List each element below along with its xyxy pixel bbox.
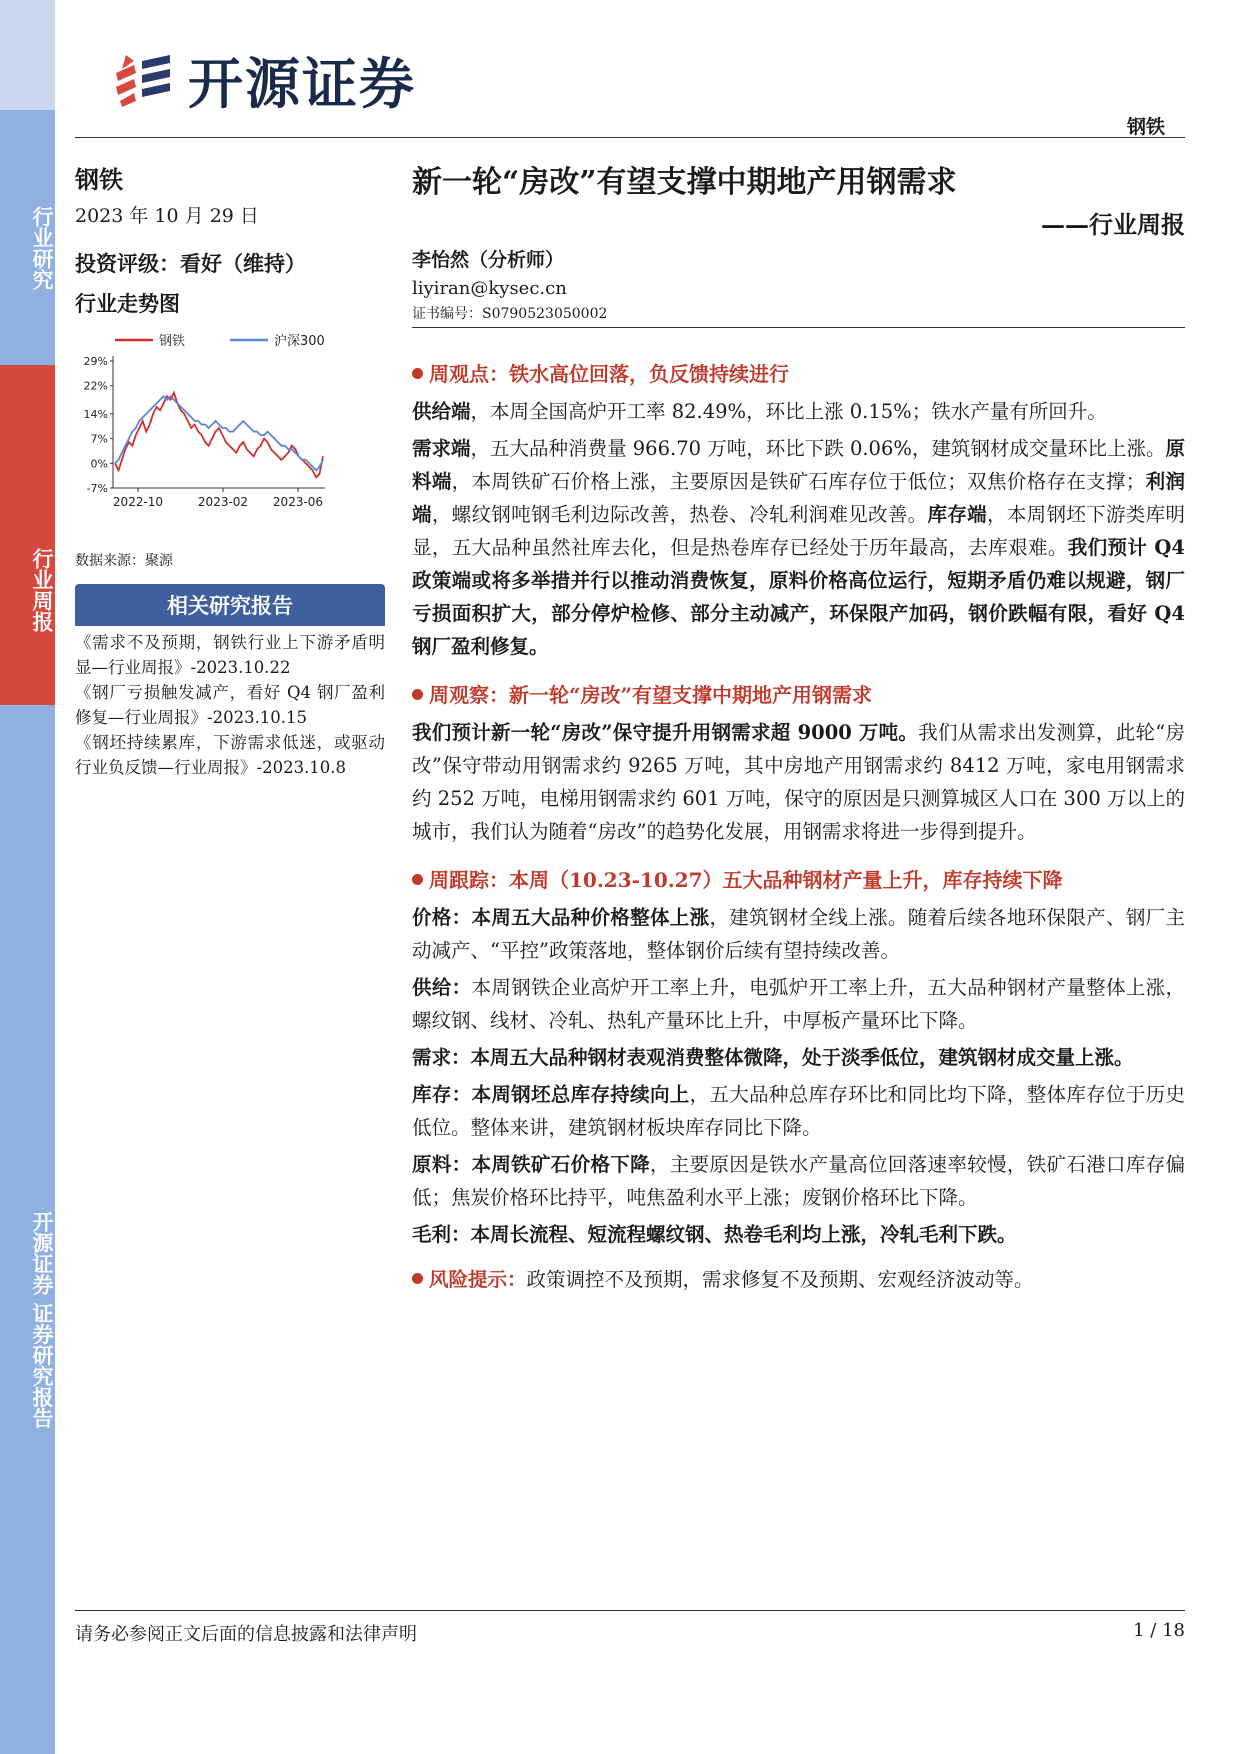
sidebar-label-brand: 开源证券 证券研究报告	[0, 705, 55, 1754]
analyst-cert: 证书编号：S0790523050002	[412, 306, 608, 322]
legend-label: 沪深300	[274, 334, 325, 349]
series-line-钢铁	[115, 393, 323, 478]
sidebar-label-weekly: 行业周报	[0, 365, 55, 705]
bullet-icon	[412, 368, 423, 379]
paragraph-supply: 供给端，本周全国高炉开工率 82.49%，环比上涨 0.15%；铁水产量有所回升。	[412, 400, 1107, 423]
page-number: 1 / 18	[1133, 1620, 1185, 1641]
x-tick-label: 2022-10	[112, 495, 164, 509]
y-tick-label: 0%	[90, 457, 108, 471]
analyst-divider	[412, 327, 1185, 328]
logo-mark-icon	[112, 51, 174, 109]
analyst-email[interactable]: liyiran@kysec.cn	[412, 278, 567, 299]
risk-warning: 风险提示：政策调控不及预期，需求修复不及预期、宏观经济波动等。	[412, 1263, 1185, 1296]
bullet-icon	[412, 1273, 423, 1284]
analyst-name: 李怡然（分析师）	[412, 249, 565, 271]
section-heading-tracking: 周跟踪：本周（10.23-10.27）五大品种钢材产量上升，库存持续下降	[412, 864, 1185, 897]
y-tick-label: 29%	[83, 355, 108, 368]
paragraph-margin: 毛利：本周长流程、短流程螺纹钢、热卷毛利均上涨，冷轧毛利下跌。	[412, 1223, 1017, 1246]
paragraph-inventory: 库存：本周钢坯总库存持续向上，五大品种总库存环比和同比均下降，整体库存位于历史低位。整体来讲，建筑钢材板块库存同比下降。	[412, 1083, 1185, 1139]
paragraph-raw-materials: 原料：本周铁矿石价格下降，主要原因是铁水产量高位回落速率较慢，铁矿石港口库存偏低；焦炭价格环比持平，吨焦盈利水平上涨；废钢价格环比下降。	[412, 1153, 1185, 1209]
related-reports-header: 相关研究报告	[75, 584, 385, 626]
bullet-icon	[412, 874, 423, 885]
sidebar	[0, 0, 55, 1754]
section-heading-weekly-view: 周观点：铁水高位回落，负反馈持续进行	[412, 358, 1185, 391]
y-tick-label: -7%	[86, 482, 108, 495]
header-divider	[75, 137, 1185, 138]
report-title: 新一轮“房改”有望支撑中期地产用钢需求	[412, 165, 957, 200]
trend-chart-svg	[75, 326, 385, 546]
footer-disclaimer: 请务必参阅正文后面的信息披露和法律声明	[75, 1624, 417, 1645]
x-tick-label: 2023-02	[197, 495, 249, 509]
left-column	[75, 160, 385, 780]
analyst-block	[412, 245, 607, 323]
trend-chart-title: 行业走势图	[75, 291, 180, 316]
paragraph-demand-tracking: 需求：本周五大品种钢材表观消费整体微降，处于淡季低位，建筑钢材成交量上涨。	[412, 1046, 1134, 1069]
paragraph-observation: 我们预计新一轮“房改”保守提升用钢需求超 9000 万吨。我们从需求出发测算，此轮“房改”保守带动用钢需求约 9265 万吨，其中房地产用钢需求约 8412 万吨，家电用钢需求约 252 万吨，电梯用钢需求约 601 万吨，保守的原因是只测算城区人口在 300 万以上的城市，我们认为随着“房改”的趋势化发展，用钢需求将进一步得到提升。	[412, 721, 1185, 843]
bullet-icon	[412, 689, 423, 700]
related-report-item[interactable]: 《钢厂亏损触发减产，看好 Q4 钢厂盈利修复—行业周报》-2023.10.15	[75, 683, 385, 727]
brand-logo	[112, 40, 416, 119]
main-content	[412, 350, 1185, 1296]
data-source: 数据来源：聚源	[75, 553, 173, 569]
x-tick-label: 2023-06	[272, 495, 324, 509]
section-heading-observation: 周观察：新一轮“房改”有望支撑中期地产用钢需求	[412, 679, 1185, 712]
paragraph-supply-tracking: 供给：本周钢铁企业高炉开工率上升，电弧炉开工率上升，五大品种钢材产量整体上涨，螺纹钢、线材、冷轧、热轧产量环比上升，中厚板产量环比下降。	[412, 976, 1185, 1032]
brand-name: 开源证券	[188, 52, 417, 116]
footer-divider	[75, 1610, 1185, 1611]
paragraph-price: 价格：本周五大品种价格整体上涨，建筑钢材全线上涨。随着后续各地环保限产、钢厂主动减产、“平控”政策落地，整体钢价后续有望持续改善。	[412, 906, 1185, 962]
report-subtitle: ——行业周报	[1041, 210, 1185, 239]
related-report-item[interactable]: 《需求不及预期，钢铁行业上下游矛盾明显—行业周报》-2023.10.22	[75, 633, 385, 677]
legend-label: 钢铁	[159, 334, 186, 349]
footer	[75, 1620, 1185, 1646]
related-report-item[interactable]: 《钢坯持续累库，下游需求低迷，或驱动行业负反馈—行业周报》-2023.10.8	[75, 733, 385, 777]
sector-name: 钢铁	[75, 165, 123, 194]
y-tick-label: 14%	[83, 407, 108, 421]
title-block	[412, 157, 1185, 240]
sidebar-label-industry-research: 行业研究	[0, 110, 55, 365]
investment-rating: 投资评级：看好（维持）	[75, 251, 306, 276]
related-reports-list	[75, 626, 385, 780]
y-tick-label: 7%	[90, 432, 108, 446]
paragraph-demand: 需求端，五大品种消费量 966.70 万吨，环比下跌 0.06%，建筑钢材成交量环比上涨。原料端，本周铁矿石价格上涨，主要原因是铁矿石库存位于低位；双焦价格存在支撑；利润端，螺纹钢吨钢毛利边际改善，热卷、冷轧利润难见改善。库存端，本周钢坯下游类库明显，五大品种虽然社库去化，但是热卷库存已经处于历年最高，去库艰难。我们预计 Q4 政策端或将多举措并行以推动消费恢复，原料价格高位运行，短期矛盾仍难以规避，钢厂亏损面积扩大，部分停炉检修、部分主动减产，环保限产加码，钢价跌幅有限，看好 Q4 钢厂盈利修复。	[412, 437, 1185, 658]
report-date: 2023 年 10 月 29 日	[75, 205, 259, 227]
y-tick-label: 22%	[83, 379, 108, 393]
trend-chart	[75, 326, 385, 546]
sector-tag: 钢铁	[1126, 116, 1165, 138]
